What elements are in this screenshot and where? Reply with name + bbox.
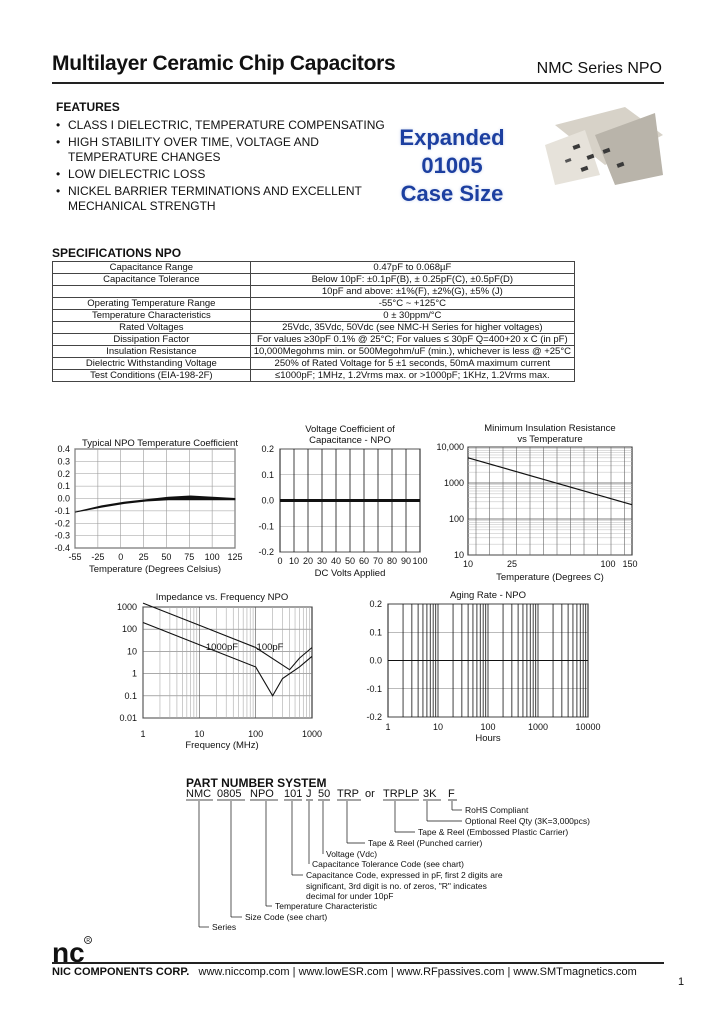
chart4-ytick: 100 <box>121 624 137 635</box>
spec-label: Capacitance Range <box>53 262 251 274</box>
part-number-segment: J <box>306 788 312 800</box>
part-number-legend: decimal for under 10pF <box>306 891 394 901</box>
chart5-xtick: 1 <box>385 722 391 732</box>
spec-label: Dielectric Withstanding Voltage <box>53 358 251 370</box>
chart2-ytick: 0.2 <box>261 444 274 454</box>
footer-rule <box>52 962 664 964</box>
chart3-xlabel: Temperature (Degrees C) <box>496 572 604 583</box>
spec-value: 10,000Megohms min. or 500Megohm/uF (min.), whichever is less @ +25°C <box>250 346 574 358</box>
part-number-legend: Optional Reel Qty (3K=3,000pcs) <box>465 816 590 826</box>
chart5-ytick: -0.2 <box>366 712 382 722</box>
capacitor-product-photo <box>545 105 665 187</box>
chart1-ytick: -0.3 <box>54 530 70 541</box>
spec-row <box>53 286 575 298</box>
chart4-xlabel: Frequency (MHz) <box>185 740 259 751</box>
chart2-xtick: 10 <box>288 556 300 566</box>
spec-value: 25Vdc, 35Vdc, 50Vdc (see NMC-H Series for higher voltages) <box>250 322 574 334</box>
part-number-segment: TRPLP <box>383 788 419 800</box>
chart5-ytick: 0.2 <box>369 599 382 609</box>
chart3-ytick: 10 <box>453 550 464 560</box>
part-number-legend: Temperature Characteristic <box>275 901 378 911</box>
chart1-xtick: 125 <box>227 552 243 562</box>
badge-line-3: Case Size <box>400 181 504 206</box>
part-number-legend: RoHS Compliant <box>465 805 529 815</box>
feature-item: • NICKEL BARRIER TERMINATIONS AND EXCELLENT MECHANICAL STRENGTH <box>56 184 396 214</box>
chart5-xtick: 1000 <box>527 722 549 732</box>
chart3-ytick: 10,000 <box>436 442 464 452</box>
chart1-ytick: 0.4 <box>57 444 70 454</box>
chart1-ytick: 0.3 <box>57 456 70 467</box>
badge-line-2: 01005 <box>421 153 483 178</box>
spec-row <box>53 298 575 310</box>
chart1-ytick: 0.1 <box>57 481 70 492</box>
spec-value: 0.47pF to 0.068µF <box>250 262 574 274</box>
spec-value: Below 10pF: ±0.1pF(B), ± 0.25pF(C), ±0.5pF(D) <box>250 274 574 286</box>
svg-text:nc: nc <box>52 937 85 968</box>
chart3-ytick: 100 <box>448 514 464 524</box>
part-number-segment: NMC <box>186 788 212 800</box>
part-number-heading: PART NUMBER SYSTEM <box>186 776 327 790</box>
expanded-case-size-badge <box>392 124 512 208</box>
part-number-legend: Capacitance Tolerance Code (see chart) <box>312 859 464 869</box>
chart4-ytick: 0.1 <box>124 690 137 701</box>
spec-row <box>53 346 575 358</box>
chart2-xtick: 70 <box>372 556 384 566</box>
page-title: Multilayer Ceramic Chip Capacitors <box>52 52 396 75</box>
chart3-xtick: 10 <box>462 559 474 569</box>
svg-text:R: R <box>86 938 91 944</box>
feature-item: • CLASS I DIELECTRIC, TEMPERATURE COMPENSATING <box>56 118 396 133</box>
chart1-xtick: 100 <box>204 552 220 562</box>
spec-label: Dissipation Factor <box>53 334 251 346</box>
spec-row <box>53 310 575 322</box>
feature-item: • LOW DIELECTRIC LOSS <box>56 167 396 182</box>
chart4-annotation-100pf: 100pF <box>256 642 284 653</box>
chart2-xtick: 0 <box>277 556 283 566</box>
spec-label: Rated Voltages <box>53 322 251 334</box>
chart2-xtick: 20 <box>302 556 314 566</box>
part-number-segment: 101 <box>284 788 303 800</box>
spec-label: Test Conditions (EIA-198-2F) <box>53 370 251 382</box>
chart5-xlabel: Hours <box>475 733 501 744</box>
spec-row <box>53 358 575 370</box>
spec-value: 0 ± 30ppm/°C <box>250 310 574 322</box>
part-number-segment: NPO <box>250 788 274 800</box>
chart3-frame <box>468 447 632 555</box>
footer-link[interactable]: www.RFpassives.com <box>396 966 505 978</box>
chart2-xtick: 40 <box>330 556 342 566</box>
part-number-segment: 3K <box>423 788 437 800</box>
chart4-title: Impedance vs. Frequency NPO <box>155 592 289 603</box>
spec-row <box>53 262 575 274</box>
chart1-xtick: 25 <box>138 552 149 562</box>
chart2-ytick: -0.2 <box>258 547 274 557</box>
part-number-legend: Series <box>212 922 237 932</box>
chart5-ytick: -0.1 <box>366 683 382 694</box>
chart2-xtick: 30 <box>316 556 328 566</box>
chart4-xtick: 1000 <box>301 729 323 739</box>
chart2-xtick: 100 <box>412 556 428 566</box>
badge-line-1: Expanded <box>399 125 505 150</box>
part-number-legend: Voltage (Vdc) <box>326 849 378 859</box>
title-rule <box>52 82 664 84</box>
spec-row <box>53 334 575 346</box>
chart1-title: Typical NPO Temperature Coefficient <box>82 438 238 449</box>
page-number: 1 <box>678 976 685 988</box>
spec-row <box>53 370 575 382</box>
chart3-xtick: 150 <box>622 559 638 569</box>
spec-label: Insulation Resistance <box>53 346 251 358</box>
chart1-xtick: 0 <box>118 552 124 562</box>
spec-value: -55°C ~ +125°C <box>250 298 574 310</box>
part-number-segment: F <box>448 788 455 800</box>
part-number-legend: Tape & Reel (Punched carrier) <box>368 838 483 848</box>
spec-value: 10pF and above: ±1%(F), ±2%(G), ±5% (J) <box>250 286 574 298</box>
spec-value: ≤1000pF; 1MHz, 1.2Vrms max. or >1000pF; 1KHz, 1.2Vrms max. <box>250 370 574 382</box>
footer-link[interactable]: www.niccomp.com <box>198 966 290 978</box>
charts-area <box>0 415 720 751</box>
chart2-xlabel: DC Volts Applied <box>314 568 386 579</box>
chart2-ytick: 0.0 <box>261 495 274 506</box>
chart1-xtick: -55 <box>68 552 82 562</box>
specifications-table <box>52 261 575 382</box>
part-number-segment: or <box>365 788 375 800</box>
chart1-xlabel: Temperature (Degrees Celsius) <box>89 564 221 575</box>
chart4-annotation-1000pf: 1000pF <box>205 642 239 653</box>
chart5-xtick: 10000 <box>575 722 601 732</box>
chart2-ytick: 0.1 <box>261 469 274 480</box>
chart4-ytick: 10 <box>126 646 137 657</box>
series-name: NMC Series NPO <box>536 60 662 77</box>
chart4-xtick: 100 <box>248 729 264 739</box>
chart1-xtick: -25 <box>91 552 105 562</box>
specifications-heading: SPECIFICATIONS NPO <box>52 246 182 260</box>
spec-value: For values ≥30pF 0.1% @ 25°C; For values ≤ 30pF Q=400+20 x C (in pF) <box>250 334 574 346</box>
spec-label: Operating Temperature Range <box>53 298 251 310</box>
chart1-xtick: 75 <box>184 552 195 562</box>
company-name: NIC COMPONENTS CORP. <box>52 966 190 978</box>
part-number-legend: Size Code (see chart) <box>245 912 328 922</box>
chart5-xtick: 10 <box>432 722 444 732</box>
chart1-ytick: 0.0 <box>57 493 70 504</box>
chart2-xtick: 50 <box>344 556 356 566</box>
footer-links: NIC COMPONENTS CORP. www.niccomp.com | www.lowESR.com | www.RFpassives.com | www.SMTmagnetics.com <box>52 966 637 978</box>
part-number-legend: Capacitance Code, expressed in pF, first 2 digits are <box>306 870 503 880</box>
chart5-xtick: 100 <box>480 722 496 732</box>
feature-item: • HIGH STABILITY OVER TIME, VOLTAGE AND TEMPERATURE CHANGES <box>56 135 396 165</box>
chart2-xtick: 60 <box>358 556 370 566</box>
chart4-frame <box>143 607 312 718</box>
chart4-ytick: 1000 <box>116 602 137 612</box>
chart1-ytick: -0.1 <box>54 505 70 516</box>
features-heading: FEATURES <box>56 100 120 114</box>
chart2-title-line1: Voltage Coefficient of <box>305 424 395 435</box>
chart5-ytick: 0.0 <box>369 655 382 666</box>
spec-label: Temperature Characteristics <box>53 310 251 322</box>
chart2-xtick: 80 <box>386 556 398 566</box>
chart3-ytick: 1000 <box>443 478 464 488</box>
chart3-xtick: 25 <box>506 559 518 569</box>
spec-value: 250% of Rated Voltage for 5 ±1 seconds, 50mA maximum current <box>250 358 574 370</box>
chart4-xtick: 10 <box>194 729 205 739</box>
chart1-xtick: 50 <box>161 552 172 562</box>
chart3-title-line1: Minimum Insulation Resistance <box>484 423 616 434</box>
part-number-diagram <box>0 785 720 935</box>
chart2-ytick: -0.1 <box>258 521 274 532</box>
chart2-title-line2: Capacitance - NPO <box>309 435 391 446</box>
part-number-legend: Tape & Reel (Embossed Plastic Carrier) <box>418 827 569 837</box>
features-list <box>56 118 396 216</box>
chart4-ytick: 0.01 <box>119 713 137 723</box>
footer-link[interactable]: www.lowESR.com <box>298 966 388 978</box>
chart1-ytick: -0.4 <box>54 543 70 553</box>
part-number-legend: significant, 3rd digit is no. of zeros, "R" indicates <box>306 881 487 891</box>
chart5-ytick: 0.1 <box>369 627 382 638</box>
chart3-title-line2: vs Temperature <box>517 434 583 445</box>
spec-label: Capacitance Tolerance <box>53 274 251 286</box>
footer-link[interactable]: www.SMTmagnetics.com <box>513 966 637 978</box>
spec-label <box>53 286 251 298</box>
spec-row <box>53 274 575 286</box>
part-number-segment: TRP <box>337 788 359 800</box>
chart2-xtick: 90 <box>400 556 412 566</box>
chart1-ytick: -0.2 <box>54 518 70 529</box>
chart5-title: Aging Rate - NPO <box>449 590 527 601</box>
chart1-ytick: 0.2 <box>57 468 70 479</box>
part-number-segment: 0805 <box>217 788 242 800</box>
chart4-xtick: 1 <box>140 729 146 739</box>
spec-row <box>53 322 575 334</box>
chart3-xtick: 100 <box>600 559 616 569</box>
part-number-segment: 50 <box>318 788 331 800</box>
chart4-ytick: 1 <box>131 668 137 679</box>
